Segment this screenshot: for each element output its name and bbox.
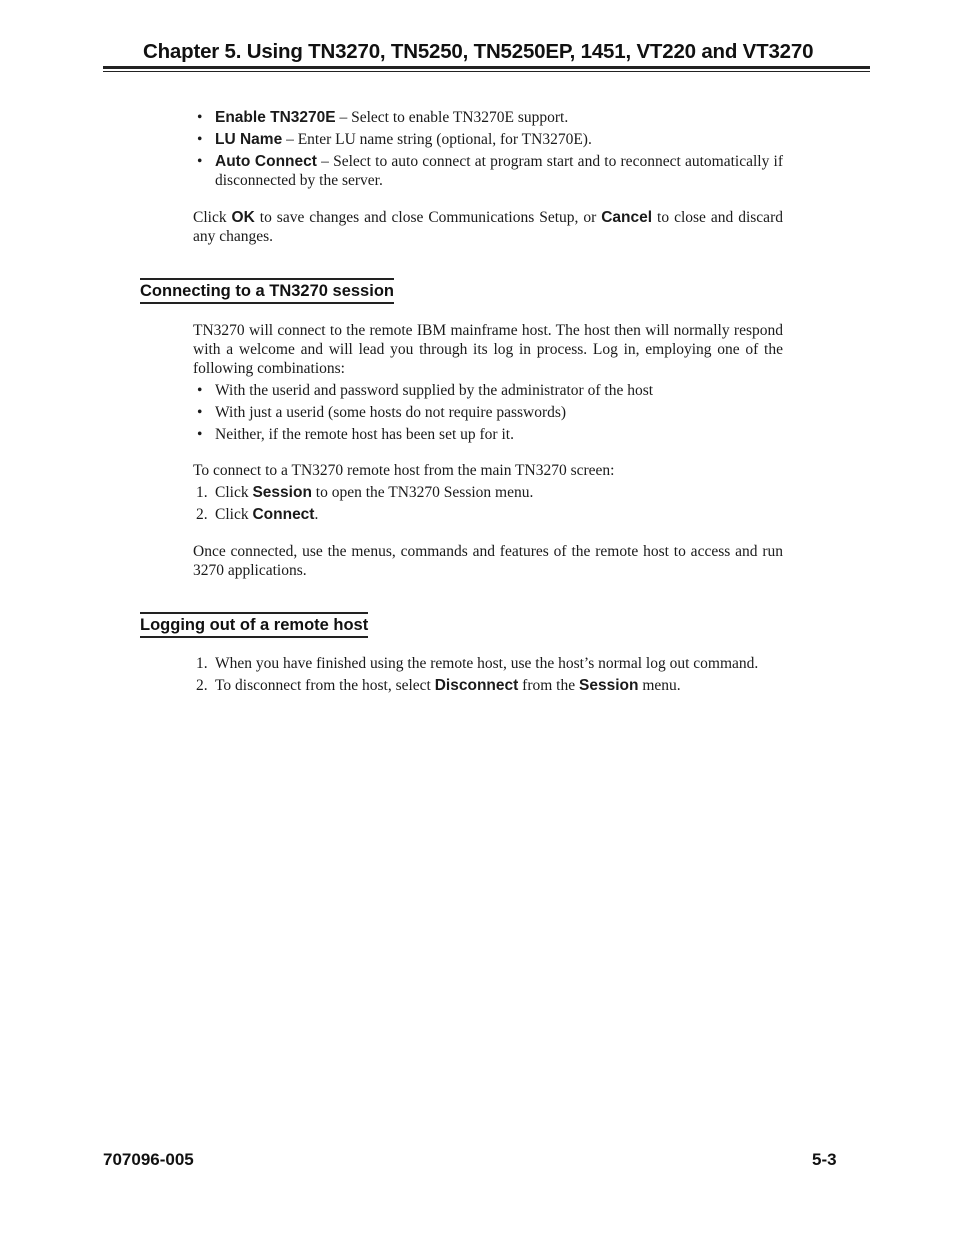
list-item-text: With just a userid (some hosts do not require passwords) <box>215 404 567 421</box>
option-text: – Select to auto connect at program start and to reconnect automatically if disconnected by the server. <box>215 153 783 189</box>
login-combinations-list <box>193 381 783 444</box>
connected-paragraph <box>193 542 783 580</box>
bullet: • <box>197 426 203 443</box>
option-text: – Select to enable TN3270E support. <box>335 109 569 126</box>
step-item <box>193 505 783 524</box>
text-run: Click <box>215 484 253 501</box>
list-item-text: Neither, if the remote host has been set up for it. <box>215 426 514 443</box>
options-section <box>193 108 783 193</box>
steps-intro: To connect to a TN3270 remote host from the main TN3270 screen: <box>193 462 615 479</box>
option-label: Auto Connect <box>215 153 317 170</box>
text-run: . <box>314 506 319 523</box>
text-run: To disconnect from the host, select <box>215 677 435 694</box>
list-item <box>193 381 783 400</box>
chapter-title: Chapter 5. Using TN3270, TN5250, TN5250EP, 1451, VT220 and VT3270 <box>143 40 814 63</box>
session-label: Session <box>252 484 312 501</box>
connect-label: Connect <box>252 506 315 523</box>
connect-steps <box>193 461 783 527</box>
bullet: • <box>197 131 203 148</box>
list-item-text: With the userid and password supplied by the administrator of the host <box>215 382 654 399</box>
step-number: 1. <box>196 655 208 672</box>
intro-paragraph: TN3270 will connect to the remote IBM mainframe host. The host then will normally respond with a welcome and will lead you through its log in process. Log in, employing one of the following combinations: <box>193 322 783 377</box>
logout-steps <box>193 654 783 698</box>
step-number: 2. <box>196 677 208 694</box>
footer-page-number: 5-3 <box>812 1150 837 1169</box>
option-auto-connect <box>193 152 783 190</box>
cancel-label: Cancel <box>601 209 653 226</box>
connecting-intro <box>193 321 783 447</box>
option-enable-tn3270e <box>193 108 783 127</box>
step-item <box>193 483 783 502</box>
text-run: menu. <box>638 677 681 694</box>
bullet: • <box>197 382 203 399</box>
bullet: • <box>197 109 203 126</box>
footer-doc-number: 707096-005 <box>103 1150 194 1169</box>
ok-cancel-paragraph <box>193 208 783 246</box>
option-text: – Enter LU name string (optional, for TN3270E). <box>282 131 592 148</box>
step-item <box>193 676 783 695</box>
connect-steps-list <box>193 483 783 524</box>
step-number: 2. <box>196 506 208 523</box>
step-item <box>193 654 783 673</box>
session-label: Session <box>579 677 639 694</box>
text-run: Click <box>215 506 253 523</box>
header-rule-thin <box>103 71 870 72</box>
disconnect-label: Disconnect <box>434 677 519 694</box>
step-number: 1. <box>196 484 208 501</box>
option-label: LU Name <box>215 131 283 148</box>
section-heading-connecting: Connecting to a TN3270 session <box>140 278 394 304</box>
text-run: to open the TN3270 Session menu. <box>311 484 534 501</box>
closing-paragraph: Once connected, use the menus, commands and features of the remote host to access and run 3270 applications. <box>193 543 783 579</box>
list-item <box>193 403 783 422</box>
bullet: • <box>197 153 203 170</box>
text-run: from the <box>518 677 579 694</box>
logout-steps-list <box>193 654 783 695</box>
bullet: • <box>197 404 203 421</box>
option-label: Enable TN3270E <box>215 109 336 126</box>
header-rule-thick <box>103 66 870 69</box>
step-text: When you have finished using the remote host, use the host’s normal log out command. <box>215 655 759 672</box>
list-item <box>193 425 783 444</box>
text-run: to save changes and close Communications Setup, or <box>254 209 602 226</box>
options-list <box>193 108 783 190</box>
option-lu-name <box>193 130 783 149</box>
section-heading-logging-out: Logging out of a remote host <box>140 612 368 638</box>
text-run: to close and discard any changes. <box>193 209 783 245</box>
ok-label: OK <box>231 209 255 226</box>
text-run: Click <box>193 209 232 226</box>
